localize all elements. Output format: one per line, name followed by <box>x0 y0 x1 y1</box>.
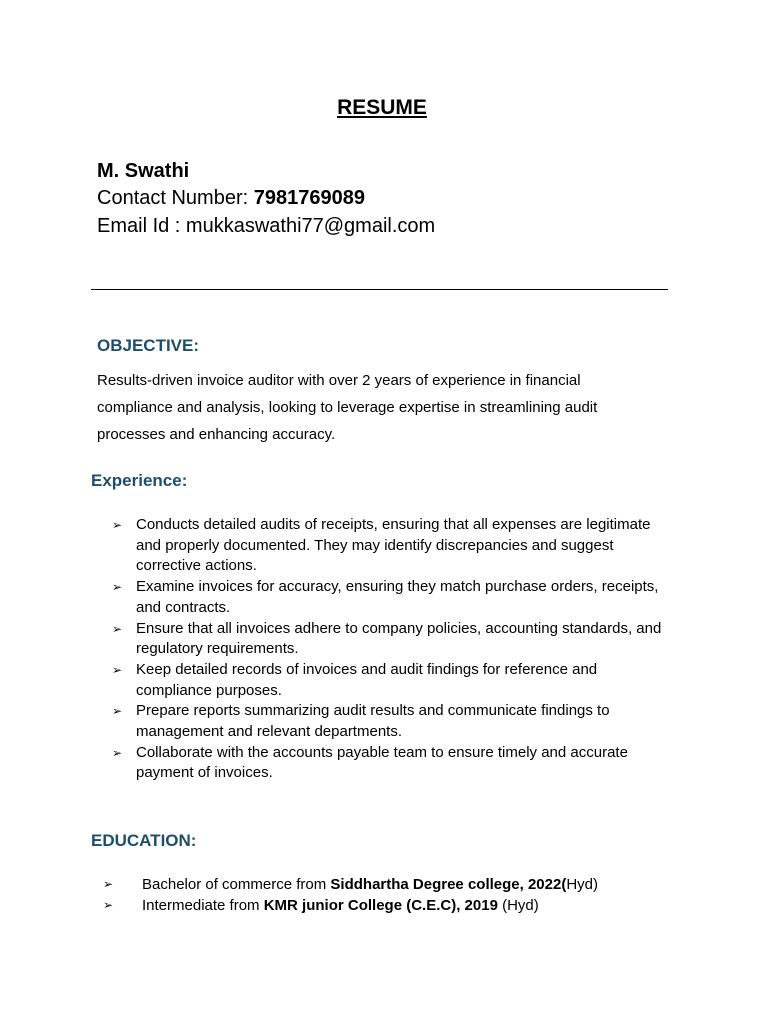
contact-number <box>97 187 365 210</box>
education-prefix: Bachelor of commerce from <box>142 876 331 893</box>
experience-item <box>112 577 672 618</box>
experience-item <box>112 515 672 577</box>
experience-list <box>112 515 672 784</box>
experience-item <box>112 701 672 742</box>
education-list <box>103 874 683 916</box>
contact-value: 7981769089 <box>253 187 365 209</box>
horizontal-divider <box>91 289 668 290</box>
education-location: (Hyd) <box>497 897 539 914</box>
education-heading: EDUCATION: <box>91 831 197 850</box>
experience-item-text: Examine invoices for accuracy, ensuring they match purchase orders, receipts, and contracts. <box>136 578 659 616</box>
arrow-bullet-icon: ➢ <box>112 580 123 595</box>
education-location: Hyd) <box>566 876 598 893</box>
education-item <box>103 895 683 916</box>
experience-heading: Experience: <box>91 471 188 490</box>
experience-item-text: Keep detailed records of invoices and audit findings for reference and compliance purposes. <box>136 660 598 699</box>
objective-heading: OBJECTIVE: <box>97 336 200 355</box>
experience-item <box>112 619 672 660</box>
contact-label: Contact Number: <box>97 187 254 209</box>
education-institution: KMR junior College (C.E.C), 2019 <box>263 897 498 914</box>
arrow-bullet-icon: ➢ <box>103 898 114 912</box>
arrow-bullet-icon: ➢ <box>112 662 123 677</box>
experience-item-text: Collaborate with the accounts payable team to ensure timely and accurate payment of invoices. <box>136 743 628 782</box>
experience-item <box>112 660 672 701</box>
arrow-bullet-icon: ➢ <box>112 704 123 719</box>
arrow-bullet-icon: ➢ <box>103 877 114 891</box>
objective-text: Results-driven invoice auditor with over 2 years of experience in financial compliance and analysis, looking to leverage expertise in streamlining audit processes and enhancing accuracy. <box>97 372 598 443</box>
experience-item-text: Prepare reports summarizing audit results and communicate findings to management and relevant departments. <box>136 702 610 741</box>
experience-item-text: Conducts detailed audits of receipts, ensuring that all expenses are legitimate and properly documented. They may identify discrepancies and suggest corrective actions. <box>136 516 651 575</box>
education-item <box>103 874 683 895</box>
arrow-bullet-icon: ➢ <box>112 621 123 636</box>
experience-item <box>112 743 672 784</box>
arrow-bullet-icon: ➢ <box>112 518 123 532</box>
arrow-bullet-icon: ➢ <box>112 745 123 760</box>
experience-item-text: Ensure that all invoices adhere to company policies, accounting standards, and regulatory requirements. <box>136 619 662 658</box>
education-prefix: Intermediate from <box>142 897 264 914</box>
candidate-name: M. Swathi <box>97 160 190 182</box>
education-institution: Siddhartha Degree college, 2022( <box>330 876 567 893</box>
email-id: Email Id : mukkaswathi77@gmail.com <box>97 215 436 237</box>
resume-title: RESUME <box>337 96 427 119</box>
